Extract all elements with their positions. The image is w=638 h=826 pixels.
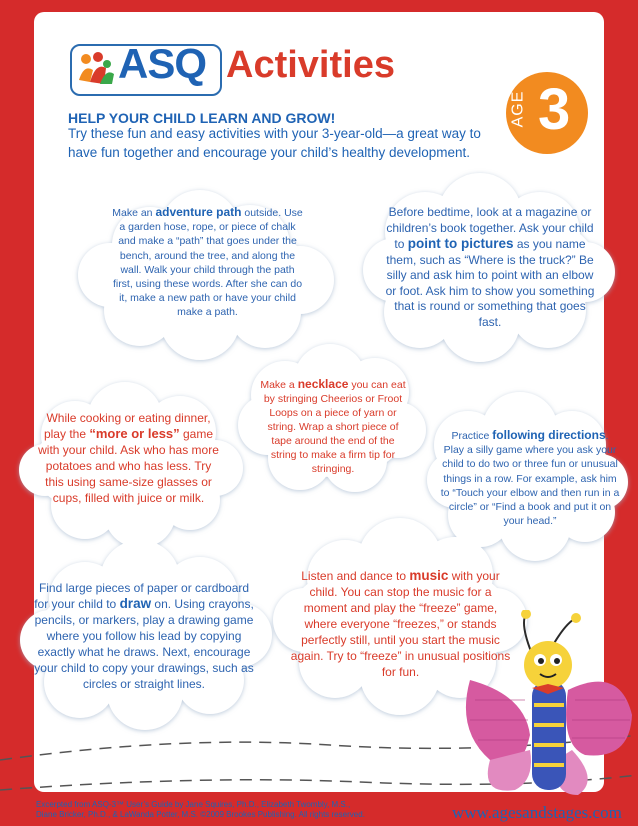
footer-credit-line1: Excerpted from ASQ-3™ User’s Guide by Jane Squires, Ph.D., Elizabeth Twombly, M.S., (36, 800, 351, 809)
footer-credit (36, 800, 365, 820)
age-label: AGE (509, 90, 527, 128)
activity-draw-post: on. Using crayons, pencils, or markers, play a drawing game where you follow his lead by copying exactly what he draws. Next, encourage your child to copy your drawings, such as circles or straight lines. (34, 597, 254, 691)
age-number: 3 (538, 77, 571, 142)
activity-necklace (258, 377, 408, 476)
activity-moreless-key: “more or less” (89, 426, 180, 441)
activity-draw-pre: Find large pieces of paper or cardboard for your child to (34, 581, 250, 611)
activity-moreless-pre: While cooking or eating dinner, play the (43, 411, 211, 441)
activity-bedtime-pre: Before bedtime, look at a magazine or children’s book together. Ask your child to (386, 205, 594, 251)
logo-text: ASQ (118, 40, 207, 87)
activity-draw (34, 580, 254, 692)
activity-bedtime-post: as you name them, such as “Where is the truck?” Be silly and ask him to point with an elbow or foot. Ask him to show you something that is round or something that goes fast. (385, 237, 595, 329)
activity-adventure-pre: Make an (112, 207, 156, 219)
activity-necklace-post: you can eat by stringing Cheerios or Froot Loops on a piece of yarn or string. Wrap a short piece of tape around the end of the string to make a firm tip for stringing. (263, 379, 406, 475)
footer-credit-line2: Diane Bricker, Ph.D., & LaWanda Potter, M.S. ©2009 Brookes Publishing. All rights reserved. (36, 810, 365, 819)
footer-url-link[interactable]: www.agesandstages.com (452, 803, 622, 822)
activity-draw-key: draw (119, 596, 152, 611)
activity-following-directions (440, 428, 620, 528)
activity-point-to-pictures (384, 205, 596, 330)
page-title: Activities (226, 44, 395, 86)
activity-directions-pre: Practice (451, 430, 493, 442)
activity-music-key: music (409, 568, 449, 583)
activity-adventure-path (110, 205, 305, 320)
activity-adventure-key: adventure path (155, 205, 242, 219)
activity-music-post: with your child. You can stop the music for a moment and play the “freeze” game, where everyone “freezes,” or stands perfectly still, until you start the music again. Try to “freeze” in unusual positions for fun. (290, 569, 511, 679)
activity-bedtime-key: point to pictures (407, 236, 514, 251)
activity-music (288, 568, 513, 680)
activity-adventure-post: outside. Use a garden hose, rope, or piece of chalk and make a “path” that goes under the bench, around the tree, and along the wall. Walk your child through the path first, using these words. After she can do it, make a new path or have your child make a path. (112, 207, 303, 319)
headline: HELP YOUR CHILD LEARN AND GROW! (68, 110, 336, 126)
activity-necklace-pre: Make a (260, 379, 298, 391)
activity-more-or-less (36, 410, 221, 506)
intro-text: Try these fun and easy activities with your 3-year-old—a great way to have fun together and encourage your child’s healthy development. (68, 126, 481, 160)
activity-moreless-post: game with your child. Ask who has more potatoes and who has less. Try this using same-size glasses or cups, filled with juice or milk. (38, 427, 219, 505)
activity-music-pre: Listen and dance to (301, 569, 410, 583)
activity-directions-post: . Play a silly game where you ask your child to do two or three fun or unusual things in a row. For example, ask him to “Touch your elbow and then run in a circle” or “Find a book and put it on your head.” (440, 430, 620, 528)
activity-necklace-key: necklace (297, 377, 349, 391)
activity-directions-key: following directions (492, 428, 606, 442)
